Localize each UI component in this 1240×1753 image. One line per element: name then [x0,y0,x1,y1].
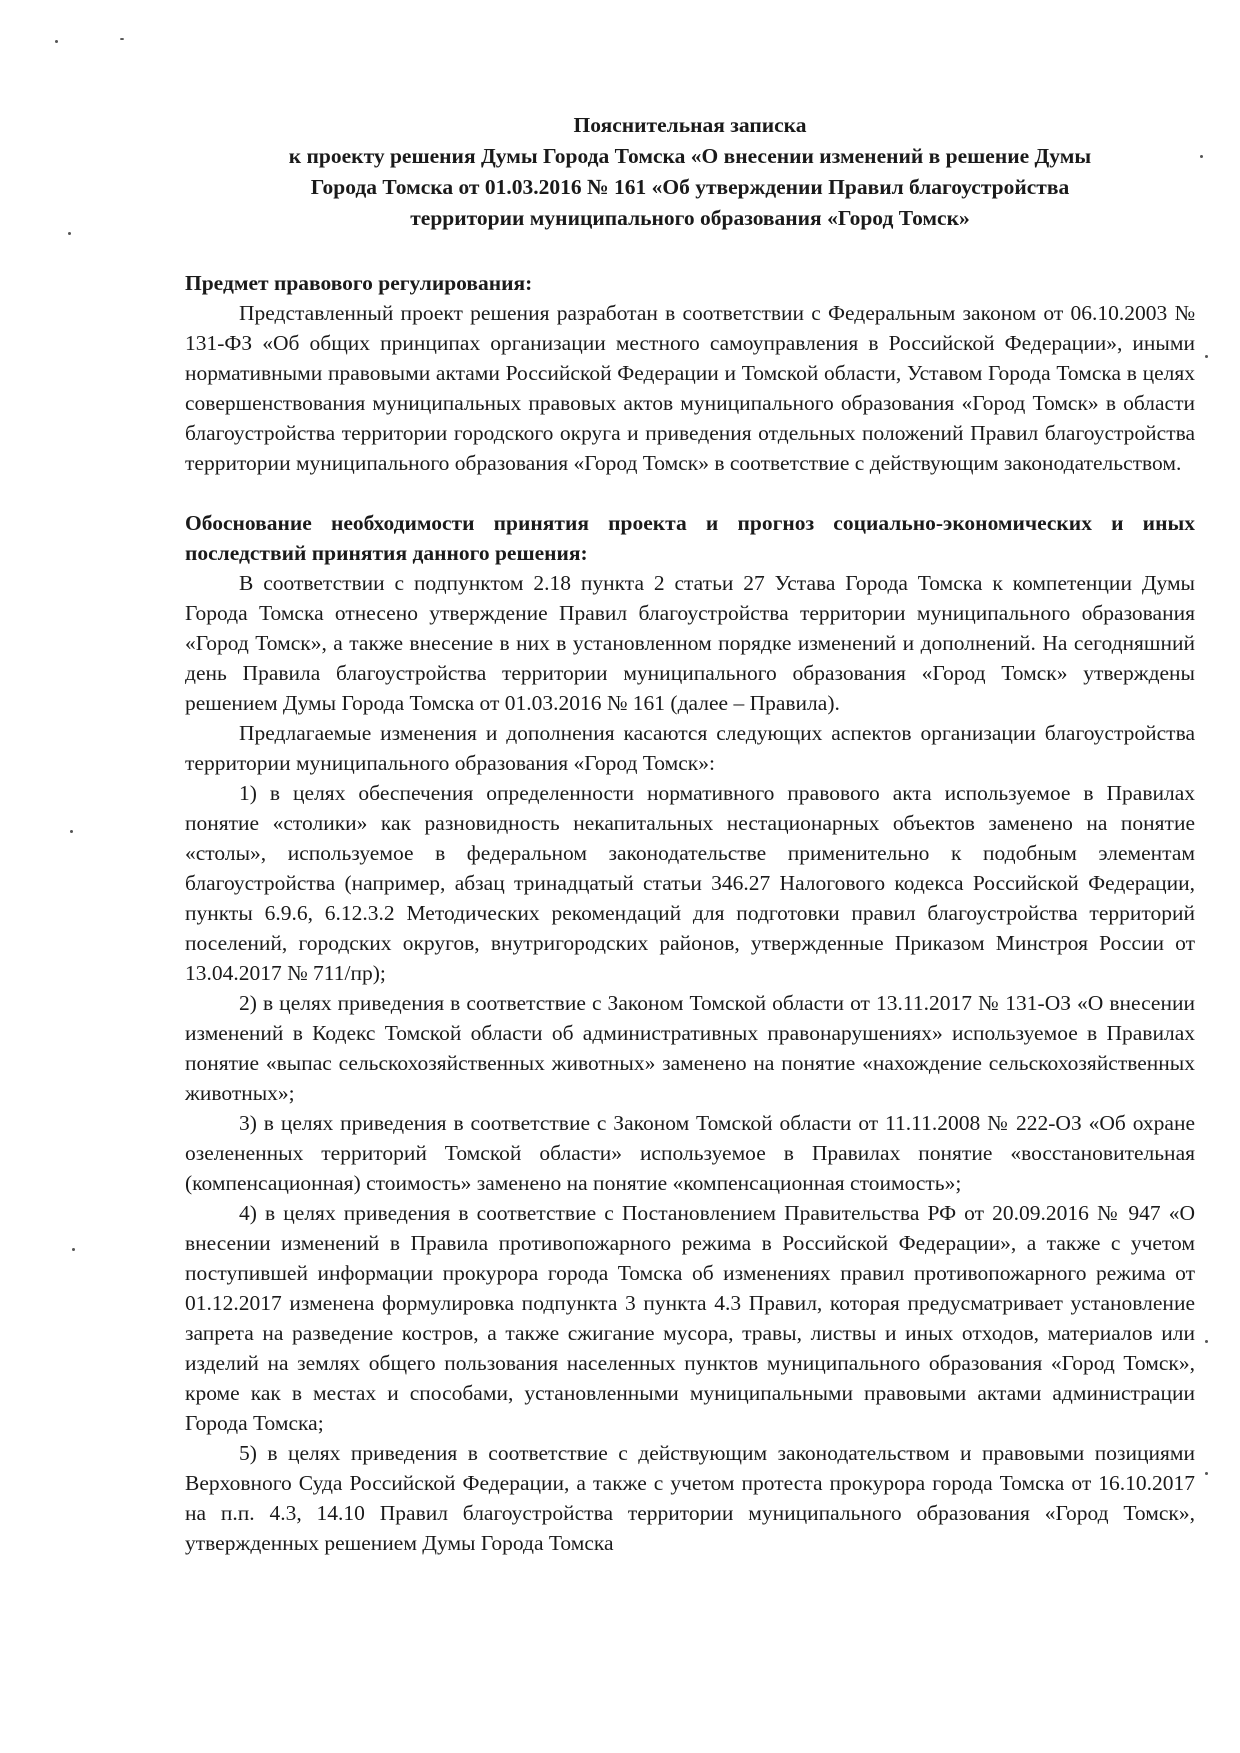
scan-speck [1205,1472,1208,1475]
list-item: 5) в целях приведения в соответствие с действующим законодательством и правовыми позициями Верховного Суда Российской Федерации, а также с учетом протеста прокурора города Томска от 16.10.2017 на п.п. 4.3, 14.10 Правил благоустройства территории муниципального образования «Город Томск», утвержденных решением Думы Города Томска [185,1441,1195,1555]
paragraph: Предлагаемые изменения и дополнения касаются следующих аспектов организации благоустройства территории муниципального образования «Город Томск»: [185,721,1195,775]
document-subtitle-line: территории муниципального образования «Город Томск» [410,206,970,230]
list-item: 4) в целях приведения в соответствие с Постановлением Правительства РФ от 20.09.2016 № 947 «О внесении изменений в Правила противопожарного режима в Российской Федерации», а также с учетом поступившей информации прокурора города Томска об изменениях правил противопожарного режима от 01.12.2017 изменена формулировка подпункта 3 пункта 4.3 Правил, которая предусматривает установление запрета на разведение костров, а также сжигание мусора, травы, листвы и иных отходов, материалов или изделий на землях общего пользования населенных пунктов муниципального образования «Город Томск», кроме как в местах и способами, установленными муниципальными правовыми актами администрации Города Томска; [185,1201,1195,1435]
document-subtitle-line: Города Томска от 01.03.2016 № 161 «Об утверждении Правил благоустройства [310,175,1070,199]
scan-speck [68,232,71,235]
document-title-block [185,110,1195,234]
document-subtitle-line: к проекту решения Думы Города Томска «О внесении изменений в решение Думы [288,144,1092,168]
list-item: 3) в целях приведения в соответствие с Законом Томской области от 11.11.2008 № 222-ОЗ «Об охране озелененных территорий Томской области» используемое в Правилах понятие «восстановительная (компенсационная) стоимость» заменено на понятие «компенсационная стоимость»; [185,1111,1195,1195]
scan-speck [55,40,58,43]
list-item: 2) в целях приведения в соответствие с Законом Томской области от 13.11.2017 № 131-ОЗ «О внесении изменений в Кодекс Томской области об административных правонарушениях» используемое в Правилах понятие «выпас сельскохозяйственных животных» заменено на понятие «нахождение сельскохозяйственных животных»; [185,991,1195,1105]
scan-speck [1200,155,1203,158]
scan-speck [120,38,124,40]
document-page [185,110,1195,1558]
scan-speck [72,1248,75,1251]
section-heading-subject: Предмет правового регулирования: [185,271,533,295]
scan-speck [1205,355,1208,358]
paragraph-subject: Представленный проект решения разработан в соответствии с Федеральным законом от 06.10.2003 № 131-ФЗ «Об общих принципах организации местного самоуправления в Российской Федерации», иными нормативными правовыми актами Российской Федерации и Томской области, Уставом Города Томска в целях совершенствования муниципальных правовых актов муниципального образования «Город Томск» в области благоустройства территории городского округа и приведения отдельных положений Правил благоустройства территории муниципального образования «Город Томск» в соответствие с действующим законодательством. [185,301,1195,475]
document-title: Пояснительная записка [573,113,807,137]
scan-speck [70,830,73,833]
scan-speck [1205,1340,1208,1343]
section-heading-justification: Обоснование необходимости принятия проекта и прогноз социально-экономических и иных последствий принятия данного решения: [185,511,1195,565]
paragraph: В соответствии с подпунктом 2.18 пункта 2 статьи 27 Устава Города Томска к компетенции Думы Города Томска отнесено утверждение Правил благоустройства территории муниципального образования «Город Томск», а также внесение в них в установленном порядке изменений и дополнений. На сегодняшний день Правила благоустройства территории муниципального образования «Город Томск» утверждены решением Думы Города Томска от 01.03.2016 № 161 (далее – Правила). [185,571,1195,715]
list-item: 1) в целях обеспечения определенности нормативного правового акта используемое в Правилах понятие «столики» как разновидность некапитальных нестационарных объектов заменено на понятие «столы», используемое в федеральном законодательстве применительно к подобным элементам благоустройства (например, абзац тринадцатый статьи 346.27 Налогового кодекса Российской Федерации, пункты 6.9.6, 6.12.3.2 Методических рекомендаций для подготовки правил благоустройства территорий поселений, городских округов, внутригородских районов, утвержденные Приказом Минстроя России от 13.04.2017 № 711/пр); [185,781,1195,985]
